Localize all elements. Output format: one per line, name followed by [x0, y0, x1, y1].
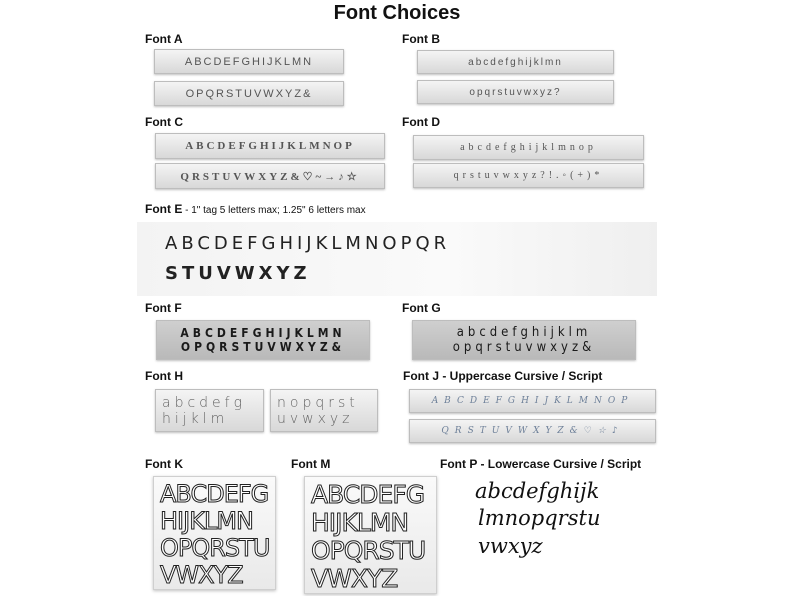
font-d-strip-1: abcdefghijklmnop [413, 135, 644, 160]
font-k-sample-square [153, 476, 276, 590]
font-j-row-1: ABCDEFGHIJKLMNOP [431, 396, 634, 406]
font-k-row-4: VWXYZ [160, 561, 243, 589]
font-e-row-1: ABCDEFGHIJKLMNOPQR [165, 233, 451, 254]
font-j-strip-1 [409, 389, 656, 413]
font-m-row-2: HIJKLMN [311, 508, 409, 537]
font-h-row-1: abcdefg [162, 394, 246, 411]
font-k-row-3: OPQRSTU [160, 534, 270, 562]
font-m-sample-square [304, 476, 437, 594]
font-e-note: - 1" tag 5 letters max; 1.25" 6 letters max [182, 205, 366, 216]
font-k-row-1: ABCDEFG [160, 480, 269, 508]
font-m-row-4: VWXYZ [311, 564, 398, 593]
font-c-label: Font C [145, 115, 183, 129]
font-h-label: Font H [145, 369, 183, 383]
font-b-strip-2: opqrstuvwxyz? [417, 80, 614, 104]
font-f-label: Font F [145, 301, 182, 315]
font-a-strip-1: ABCDEFGHIJKLMN [154, 49, 344, 74]
font-h-row-4: uvwxyz [277, 410, 354, 427]
font-d-strip-2: qrstuvwxyz?!.◦(+)* [413, 163, 644, 188]
font-e-name: Font E [145, 202, 183, 216]
font-h-row-3: nopqrst [277, 394, 359, 411]
font-g-row-1: abcdefghijklm [456, 325, 592, 340]
font-f-strip [156, 320, 370, 360]
font-f-row-2: OPQRSTUVWXYZ& [180, 340, 346, 354]
font-a-label: Font A [145, 32, 183, 46]
font-h-panel-2 [270, 389, 378, 432]
font-g-label: Font G [402, 301, 441, 315]
font-p-row-1: abcdefghijk [475, 479, 600, 503]
font-e-label [145, 202, 366, 216]
font-h-row-2: hijklm [162, 410, 229, 427]
font-p-label: Font P - Lowercase Cursive / Script [440, 457, 642, 471]
font-h-panel-1 [155, 389, 264, 432]
font-b-label: Font B [402, 32, 440, 46]
font-c-strip-2: QRSTUVWXYZ&♡~→♪☆ [155, 163, 385, 189]
font-d-label: Font D [402, 115, 440, 129]
font-p-row-3: vwxyz [478, 534, 543, 558]
font-c-strip-1: ABCDEFGHIJKLMNOP [155, 133, 385, 159]
font-g-strip [412, 320, 636, 360]
font-e-row-2: STUVWXYZ [165, 263, 311, 284]
font-j-label: Font J - Uppercase Cursive / Script [403, 369, 603, 383]
font-j-row-2: QRSTUVWXYZ&♡☆♪ [441, 426, 624, 436]
font-j-strip-2 [409, 419, 656, 443]
font-a-strip-2: OPQRSTUVWXYZ& [154, 81, 344, 106]
font-f-row-1: ABCDEFGHIJKLMN [180, 326, 346, 340]
font-k-label: Font K [145, 457, 183, 471]
font-m-label: Font M [291, 457, 331, 471]
font-p-row-2: lmnopqrstu [478, 506, 601, 530]
font-m-row-3: OPQRSTU [311, 536, 426, 565]
font-k-row-2: HIJKLMN [160, 507, 253, 535]
font-g-row-2: opqrstuvwxyz& [452, 340, 596, 355]
page-title: Font Choices [333, 2, 461, 24]
font-b-strip-1: abcdefghijklmn [417, 50, 614, 74]
font-m-row-1: ABCDEFG [311, 480, 425, 509]
